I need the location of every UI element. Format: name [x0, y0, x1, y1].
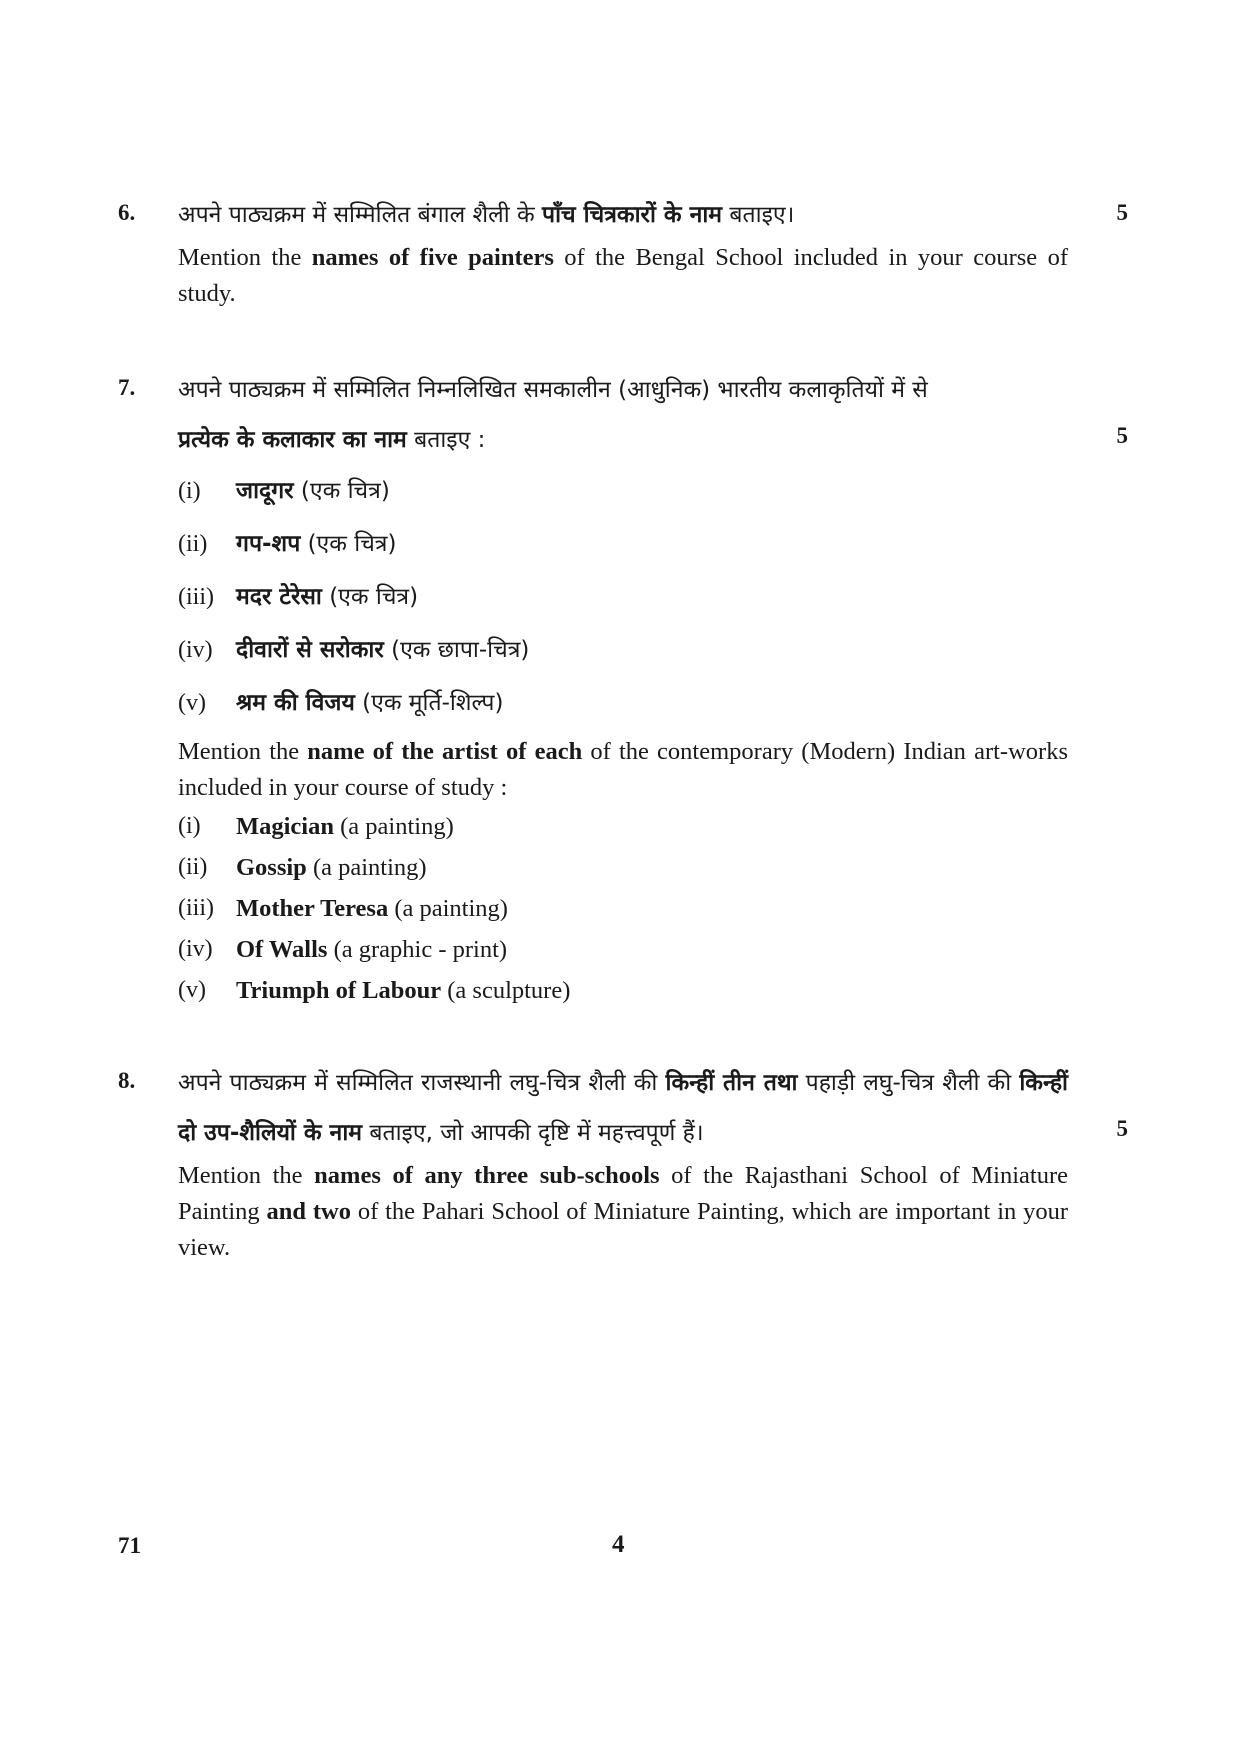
list-item: (ii) गप-शप (एक चित्र) — [178, 531, 397, 557]
list-item: (iv) दीवारों से सरोकार (एक छापा-चित्र) — [178, 637, 530, 663]
paper-code: 71 — [118, 1533, 141, 1558]
question-number: 6. — [118, 200, 136, 225]
list-item: (v) Triumph of Labour (a sculpture) — [178, 977, 571, 1004]
english-item-list — [178, 806, 1068, 1011]
list-item: (ii) Gossip (a painting) — [178, 854, 427, 881]
question-marks: 5 — [1116, 200, 1128, 225]
question-text-english: Mention the name of the artist of each of the contemporary (Modern) Indian art-works included in your course of study : — [178, 738, 1068, 801]
question-7 — [118, 365, 1128, 1011]
hindi-item-list — [178, 465, 1068, 730]
list-item: (iv) Of Walls (a graphic - print) — [178, 936, 508, 963]
question-text-english: Mention the names of any three sub-schools of the Rajasthani School of Miniature Painting and two of the Pahari School of Miniature Painting, which are important in your view. — [178, 1162, 1069, 1261]
list-item: (iii) Mother Teresa (a painting) — [178, 895, 508, 922]
question-text-hindi: अपने पाठ्यक्रम में सम्मिलित निम्नलिखित समकालीन (आधुनिक) भारतीय कलाकृतियों में से प्रत्येक के कलाकार का नाम बताइए : — [178, 377, 928, 453]
list-item: (i) Magician (a painting) — [178, 813, 454, 840]
question-6 — [118, 190, 1128, 312]
list-item: (v) श्रम की विजय (एक मूर्ति-शिल्प) — [178, 690, 504, 716]
question-marks: 5 — [1116, 1116, 1128, 1141]
page-number: 4 — [612, 1531, 625, 1558]
question-marks: 5 — [1116, 423, 1128, 448]
question-text-hindi: अपने पाठ्यक्रम में सम्मिलित बंगाल शैली के पाँच चित्रकारों के नाम बताइए। — [178, 202, 795, 228]
list-item: (i) जादूगर (एक चित्र) — [178, 478, 390, 504]
question-8 — [118, 1058, 1128, 1266]
list-item: (iii) मदर टेरेसा (एक चित्र) — [178, 584, 419, 610]
question-number: 8. — [118, 1068, 136, 1093]
question-text-hindi: अपने पाठ्यक्रम में सम्मिलित राजस्थानी लघु-चित्र शैली की किन्हीं तीन तथा पहाड़ी लघु-चित्र शैली की किन्हीं दो उप-शैलियों के नाम बताइए, जो आपकी दृष्टि में महत्त्वपूर्ण हैं। — [178, 1070, 1069, 1146]
question-text-english: Mention the names of five painters of the Bengal School included in your course of study. — [178, 244, 1068, 307]
question-number: 7. — [118, 375, 136, 400]
